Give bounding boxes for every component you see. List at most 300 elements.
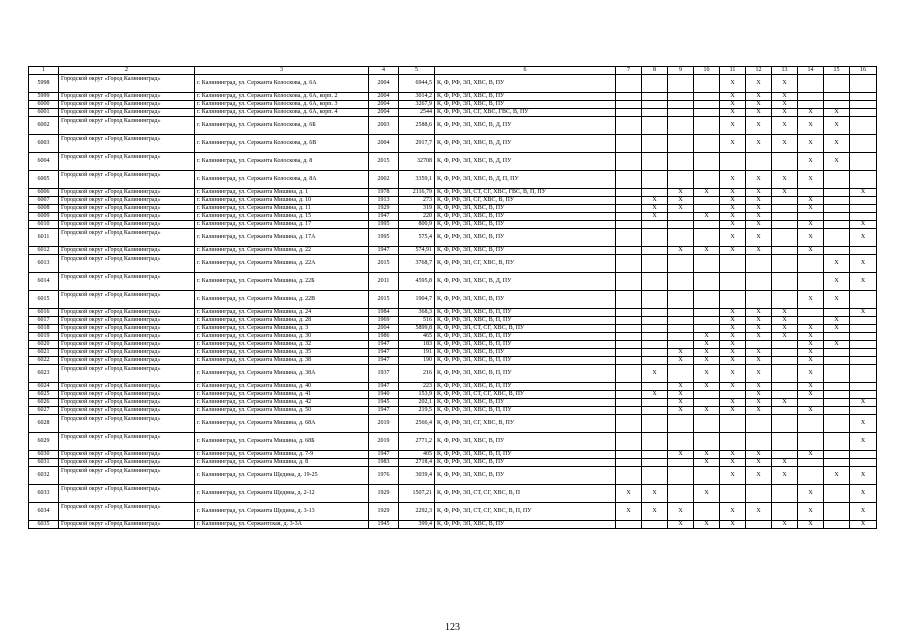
mark-col-11	[720, 273, 746, 291]
mark-col-10: Х	[694, 189, 720, 197]
mark-col-9: Х	[668, 357, 694, 365]
mark-col-12: Х	[746, 309, 772, 317]
mark-col-14	[798, 101, 824, 109]
mark-col-8	[642, 93, 668, 101]
mark-col-11: Х	[720, 503, 746, 521]
row-number: 6011	[29, 229, 59, 247]
mark-col-14: Х	[798, 205, 824, 213]
systems: К, Ф, РФ, ЭЛ, ХВС, В, ПУ	[435, 349, 616, 357]
mark-col-12: Х	[746, 229, 772, 247]
mark-col-13	[772, 205, 798, 213]
mark-col-15	[824, 485, 850, 503]
mark-col-7	[616, 189, 642, 197]
area: 3039,4	[399, 467, 435, 485]
mark-col-14	[798, 189, 824, 197]
table-row	[29, 333, 877, 341]
mark-col-15	[824, 415, 850, 433]
systems: К, Ф, РФ, ЭЛ, ХВС, В, Д, П, ПУ	[435, 171, 616, 189]
mark-col-10	[694, 399, 720, 407]
municipality: Городской округ «Город Калининград»	[59, 205, 195, 213]
build-year: 2015	[369, 255, 399, 273]
mark-col-12	[746, 433, 772, 451]
mark-col-8: Х	[642, 391, 668, 399]
row-number: 6006	[29, 189, 59, 197]
table-row	[29, 451, 877, 459]
mark-col-12: Х	[746, 221, 772, 229]
mark-col-14: Х	[798, 229, 824, 247]
systems: К, Ф, РФ, ЭЛ, ХВС, В, ПУ	[435, 213, 616, 221]
build-year: 1947	[369, 349, 399, 357]
mark-col-10	[694, 325, 720, 333]
mark-col-10: Х	[694, 459, 720, 467]
row-number: 6004	[29, 153, 59, 171]
mark-col-9	[668, 153, 694, 171]
address: г. Калининград, ул. Сержанта Мишина, д. 42	[195, 399, 369, 407]
table-row	[29, 325, 877, 333]
mark-col-15	[824, 349, 850, 357]
mark-col-8	[642, 341, 668, 349]
mark-col-16	[850, 333, 877, 341]
mark-col-15	[824, 205, 850, 213]
mark-col-15: Х	[824, 135, 850, 153]
mark-col-12: Х	[746, 357, 772, 365]
column-header-9: 9	[668, 67, 694, 75]
mark-col-11: Х	[720, 197, 746, 205]
mark-col-8: Х	[642, 205, 668, 213]
mark-col-13	[772, 273, 798, 291]
mark-col-9: Х	[668, 503, 694, 521]
table-row	[29, 365, 877, 383]
row-number: 6021	[29, 349, 59, 357]
mark-col-9	[668, 273, 694, 291]
row-number: 6009	[29, 213, 59, 221]
table-row	[29, 415, 877, 433]
area: 190	[399, 357, 435, 365]
mark-col-12: Х	[746, 109, 772, 117]
mark-col-14	[798, 75, 824, 93]
address: г. Калининград, ул. Сержанта Мишина, д. 22В	[195, 291, 369, 309]
mark-col-12: Х	[746, 247, 772, 255]
address: г. Калининград, ул. Сержанта Мишина, д. 30	[195, 333, 369, 341]
mark-col-7	[616, 317, 642, 325]
build-year: 1947	[369, 247, 399, 255]
mark-col-11: Х	[720, 451, 746, 459]
mark-col-8	[642, 333, 668, 341]
page-number: 123	[445, 622, 460, 633]
mark-col-14: Х	[798, 325, 824, 333]
area: 219,5	[399, 407, 435, 415]
table-row	[29, 229, 877, 247]
mark-col-14: Х	[798, 221, 824, 229]
mark-col-7	[616, 467, 642, 485]
table-row	[29, 357, 877, 365]
mark-col-16: Х	[850, 221, 877, 229]
mark-col-12: Х	[746, 451, 772, 459]
mark-col-16	[850, 197, 877, 205]
mark-col-8	[642, 521, 668, 529]
municipality: Городской округ «Город Калининград»	[59, 341, 195, 349]
systems: К, Ф, РФ, ЭЛ, ХВС, В, ПУ	[435, 221, 616, 229]
mark-col-7	[616, 433, 642, 451]
mark-col-15	[824, 171, 850, 189]
build-year: 1945	[369, 399, 399, 407]
mark-col-12	[746, 273, 772, 291]
municipality: Городской округ «Город Калининград»	[59, 171, 195, 189]
mark-col-7	[616, 309, 642, 317]
mark-col-8	[642, 247, 668, 255]
mark-col-7	[616, 221, 642, 229]
area: 202,1	[399, 399, 435, 407]
mark-col-12: Х	[746, 189, 772, 197]
build-year: 1986	[369, 333, 399, 341]
mark-col-14: Х	[798, 171, 824, 189]
mark-col-13	[772, 391, 798, 399]
mark-col-11: Х	[720, 189, 746, 197]
address: г. Калининград, ул. Сержанта Мишина, д. 22	[195, 247, 369, 255]
table-row	[29, 213, 877, 221]
mark-col-12: Х	[746, 117, 772, 135]
mark-col-9: Х	[668, 407, 694, 415]
mark-col-11	[720, 485, 746, 503]
table-row	[29, 349, 877, 357]
build-year: 2004	[369, 75, 399, 93]
mark-col-15	[824, 357, 850, 365]
area: 405	[399, 451, 435, 459]
mark-col-11: Х	[720, 213, 746, 221]
mark-col-9	[668, 93, 694, 101]
mark-col-16	[850, 357, 877, 365]
table-row	[29, 197, 877, 205]
systems: К, Ф, РФ, ЭЛ, ХВС, В, ПУ	[435, 75, 616, 93]
mark-col-8	[642, 325, 668, 333]
mark-col-13	[772, 433, 798, 451]
mark-col-14: Х	[798, 503, 824, 521]
mark-col-16: Х	[850, 433, 877, 451]
table-row	[29, 101, 877, 109]
mark-col-9: Х	[668, 197, 694, 205]
mark-col-13	[772, 407, 798, 415]
mark-col-9: Х	[668, 521, 694, 529]
mark-col-12: Х	[746, 325, 772, 333]
systems: К, Ф, РФ, ЭЛ, ХВС, В, Д, ПУ	[435, 273, 616, 291]
systems: К, Ф, РФ, ЭЛ, СТ, СГ, ХВС, В, ПУ	[435, 391, 616, 399]
mark-col-7	[616, 101, 642, 109]
mark-col-12: Х	[746, 101, 772, 109]
systems: К, Ф, РФ, ЭЛ, ХВС, В, ПУ	[435, 521, 616, 529]
mark-col-11: Х	[720, 333, 746, 341]
mark-col-16	[850, 75, 877, 93]
municipality: Городской округ «Город Калининград»	[59, 135, 195, 153]
address: г. Калининград, ул. Сержанта Щедина, д. 3-13	[195, 503, 369, 521]
mark-col-11: Х	[720, 357, 746, 365]
column-header-15: 15	[824, 67, 850, 75]
mark-col-8	[642, 291, 668, 309]
address: г. Калининград, ул. Сержанта Мишина, д. 22Б	[195, 273, 369, 291]
mark-col-10	[694, 291, 720, 309]
address: г. Калининград, ул. Сержанта Мишина, д. 35	[195, 349, 369, 357]
mark-col-15: Х	[824, 325, 850, 333]
mark-col-13	[772, 451, 798, 459]
row-number: 6032	[29, 467, 59, 485]
systems: К, Ф, РФ, ЭЛ, ХВС, В, ПУ	[435, 291, 616, 309]
mark-col-16: Х	[850, 189, 877, 197]
systems: К, Ф, РФ, ЭЛ, ХВС, В, ПУ	[435, 399, 616, 407]
mark-col-12	[746, 291, 772, 309]
area: 399,4	[399, 521, 435, 529]
mark-col-9	[668, 309, 694, 317]
row-number: 6022	[29, 357, 59, 365]
mark-col-16	[850, 171, 877, 189]
systems: К, Ф, РФ, ЭЛ, ХВС, В, Д, ПУ	[435, 117, 616, 135]
build-year: 1984	[369, 309, 399, 317]
column-header-14: 14	[798, 67, 824, 75]
mark-col-7	[616, 333, 642, 341]
area: 191	[399, 349, 435, 357]
address: г. Калининград, ул. Сержанта Мишина, д. 17А	[195, 229, 369, 247]
row-number: 5999	[29, 93, 59, 101]
area: 1904,7	[399, 291, 435, 309]
build-year: 1947	[369, 213, 399, 221]
row-number: 6035	[29, 521, 59, 529]
area: 574,91	[399, 247, 435, 255]
mark-col-14	[798, 459, 824, 467]
systems: К, Ф, РФ, ЭЛ, ХВС, В, ПУ	[435, 101, 616, 109]
mark-col-12: Х	[746, 333, 772, 341]
mark-col-7	[616, 407, 642, 415]
municipality: Городской округ «Город Калининград»	[59, 485, 195, 503]
build-year: 2011	[369, 273, 399, 291]
area: 516	[399, 317, 435, 325]
row-number: 6028	[29, 415, 59, 433]
address: г. Калининград, ул. Сержанта Колоскова, д. 6А, корп. 3	[195, 101, 369, 109]
mark-col-8	[642, 459, 668, 467]
mark-col-15	[824, 407, 850, 415]
systems: К, Ф, РФ, ЭЛ, ХВС, В, Д, ПУ	[435, 153, 616, 171]
mark-col-13	[772, 255, 798, 273]
mark-col-8	[642, 357, 668, 365]
systems: К, Ф, РФ, ЭЛ, ХВС, В, ПУ	[435, 467, 616, 485]
mark-col-15	[824, 75, 850, 93]
mark-col-12: Х	[746, 171, 772, 189]
municipality: Городской округ «Город Калининград»	[59, 333, 195, 341]
mark-col-12: Х	[746, 75, 772, 93]
systems: К, Ф, РФ, ЭЛ, ХВС, В, ПУ	[435, 229, 616, 247]
mark-col-13	[772, 503, 798, 521]
mark-col-15	[824, 459, 850, 467]
mark-col-16	[850, 135, 877, 153]
mark-col-11	[720, 391, 746, 399]
row-number: 6026	[29, 399, 59, 407]
mark-col-16: Х	[850, 309, 877, 317]
table-row	[29, 273, 877, 291]
mark-col-10: Х	[694, 341, 720, 349]
mark-col-15	[824, 197, 850, 205]
build-year: 1937	[369, 365, 399, 383]
area: 2544	[399, 109, 435, 117]
address: г. Калининград, ул. Сержанта Мишина, д. 50	[195, 407, 369, 415]
municipality: Городской округ «Город Калининград»	[59, 357, 195, 365]
mark-col-15	[824, 365, 850, 383]
build-year: 1945	[369, 521, 399, 529]
mark-col-9: Х	[668, 383, 694, 391]
mark-col-8	[642, 273, 668, 291]
mark-col-9	[668, 75, 694, 93]
mark-col-16: Х	[850, 467, 877, 485]
mark-col-11: Х	[720, 101, 746, 109]
mark-col-12: Х	[746, 383, 772, 391]
mark-col-13	[772, 365, 798, 383]
mark-col-7	[616, 521, 642, 529]
row-number: 6002	[29, 117, 59, 135]
mark-col-13	[772, 153, 798, 171]
mark-col-7	[616, 291, 642, 309]
register-sheet	[28, 66, 876, 529]
systems: К, Ф, РФ, ЭЛ, СТ, СГ, ХВС, В, П, ПУ	[435, 503, 616, 521]
mark-col-8	[642, 135, 668, 153]
mark-col-7	[616, 357, 642, 365]
mark-col-10	[694, 171, 720, 189]
mark-col-12	[746, 521, 772, 529]
mark-col-10: Х	[694, 521, 720, 529]
mark-col-15: Х	[824, 273, 850, 291]
systems: К, Ф, РФ, ЭЛ, ХВС, В, Д, ПУ	[435, 135, 616, 153]
mark-col-10: Х	[694, 357, 720, 365]
row-number: 5998	[29, 75, 59, 93]
systems: К, Ф, РФ, ЭЛ, СТ, СГ, ХВС, ГВС, В, П, ПУ	[435, 189, 616, 197]
mark-col-13: Х	[772, 399, 798, 407]
mark-col-15	[824, 383, 850, 391]
mark-col-16	[850, 383, 877, 391]
mark-col-7	[616, 341, 642, 349]
mark-col-13: Х	[772, 333, 798, 341]
mark-col-9	[668, 117, 694, 135]
municipality: Городской округ «Город Калининград»	[59, 291, 195, 309]
area: 5899,8	[399, 325, 435, 333]
mark-col-10	[694, 309, 720, 317]
area: 2917,7	[399, 135, 435, 153]
mark-col-14: Х	[798, 135, 824, 153]
build-year: 2015	[369, 291, 399, 309]
mark-col-12: Х	[746, 213, 772, 221]
mark-col-11: Х	[720, 365, 746, 383]
mark-col-14: Х	[798, 521, 824, 529]
mark-col-14	[798, 273, 824, 291]
mark-col-9	[668, 333, 694, 341]
build-year: 2019	[369, 433, 399, 451]
mark-col-15	[824, 189, 850, 197]
table-row	[29, 221, 877, 229]
address: г. Калининград, ул. Сержанта Мишина, д. 22А	[195, 255, 369, 273]
municipality: Городской округ «Город Калининград»	[59, 101, 195, 109]
row-number: 6029	[29, 433, 59, 451]
area: 4595,8	[399, 273, 435, 291]
mark-col-9	[668, 135, 694, 153]
mark-col-8	[642, 153, 668, 171]
mark-col-16	[850, 153, 877, 171]
mark-col-11: Х	[720, 221, 746, 229]
mark-col-10: Х	[694, 451, 720, 459]
systems: К, Ф, РФ, ЭЛ, ХВС, В, ПУ	[435, 433, 616, 451]
mark-col-16	[850, 325, 877, 333]
mark-col-15	[824, 213, 850, 221]
mark-col-10: Х	[694, 365, 720, 383]
mark-col-11: Х	[720, 317, 746, 325]
table-row	[29, 205, 877, 213]
table-row	[29, 109, 877, 117]
mark-col-9: Х	[668, 451, 694, 459]
mark-col-7: Х	[616, 503, 642, 521]
build-year: 1995	[369, 229, 399, 247]
mark-col-9	[668, 485, 694, 503]
mark-col-9: Х	[668, 247, 694, 255]
municipality: Городской округ «Город Калининград»	[59, 93, 195, 101]
row-number: 6033	[29, 485, 59, 503]
mark-col-11: Х	[720, 325, 746, 333]
table-row	[29, 153, 877, 171]
mark-col-16	[850, 213, 877, 221]
address: г. Калининград, ул. Сержанта Мишина, д. 28	[195, 317, 369, 325]
mark-col-16: Х	[850, 273, 877, 291]
mark-col-16	[850, 341, 877, 349]
municipality: Городской округ «Город Калининград»	[59, 365, 195, 383]
mark-col-13	[772, 221, 798, 229]
mark-col-7	[616, 451, 642, 459]
address: г. Калининград, ул. Сержанта Мишина, д. 11	[195, 205, 369, 213]
mark-col-11: Х	[720, 205, 746, 213]
mark-col-14: Х	[798, 153, 824, 171]
municipality: Городской округ «Город Калининград»	[59, 75, 195, 93]
mark-col-7	[616, 153, 642, 171]
mark-col-16	[850, 109, 877, 117]
mark-col-9	[668, 433, 694, 451]
row-number: 6014	[29, 273, 59, 291]
row-number: 6023	[29, 365, 59, 383]
area: 2771,2	[399, 433, 435, 451]
mark-col-10: Х	[694, 247, 720, 255]
mark-col-11: Х	[720, 117, 746, 135]
mark-col-14: Х	[798, 333, 824, 341]
area: 1507,21	[399, 485, 435, 503]
mark-col-15	[824, 391, 850, 399]
mark-col-12: Х	[746, 399, 772, 407]
mark-col-16	[850, 407, 877, 415]
mark-col-14	[798, 467, 824, 485]
mark-col-9: Х	[668, 349, 694, 357]
table-row	[29, 291, 877, 309]
mark-col-13: Х	[772, 171, 798, 189]
mark-col-15	[824, 309, 850, 317]
mark-col-13	[772, 197, 798, 205]
mark-col-9: Х	[668, 205, 694, 213]
systems: К, Ф, РФ, ЭЛ, ХВС, В, П, ПУ	[435, 383, 616, 391]
mark-col-9	[668, 229, 694, 247]
mark-col-10	[694, 109, 720, 117]
area: 220	[399, 213, 435, 221]
mark-col-12: Х	[746, 407, 772, 415]
mark-col-15: Х	[824, 109, 850, 117]
table-row	[29, 399, 877, 407]
table-row	[29, 135, 877, 153]
mark-col-10: Х	[694, 349, 720, 357]
area: 216	[399, 365, 435, 383]
table-row	[29, 189, 877, 197]
build-year: 1929	[369, 485, 399, 503]
mark-col-8	[642, 433, 668, 451]
mark-col-10: Х	[694, 383, 720, 391]
mark-col-10: Х	[694, 485, 720, 503]
mark-col-7	[616, 197, 642, 205]
area: 273	[399, 197, 435, 205]
